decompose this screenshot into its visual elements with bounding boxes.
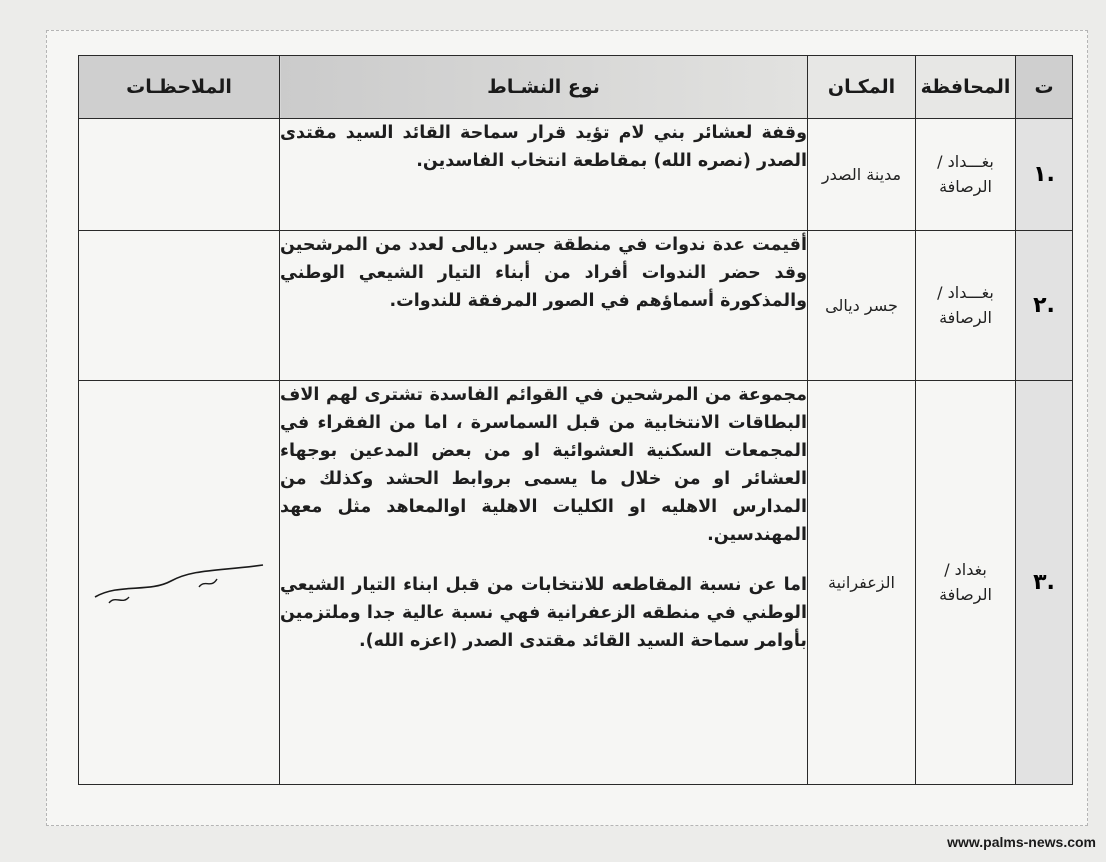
row-number: .٣	[1016, 381, 1073, 785]
activity-paragraph: اما عن نسبة المقاطعه للانتخابات من قبل ابناء التيار الشيعي الوطني في منطقه الزعفرانية فهي نسبة عالية جدا وملتزمين بأوامر سماحة السيد القائد مقتدى الصدر (اعزه الله).	[280, 575, 807, 651]
table-row	[79, 381, 1073, 785]
activity-paragraph: وقفة لعشائر بني لام تؤيد قرار سماحة القائد السيد مقتدى الصدر (نصره الله) بمقاطعة انتخاب الفاسدين.	[280, 123, 807, 171]
row-activity	[280, 119, 808, 231]
header-notes: الملاحظـات	[79, 56, 280, 119]
activity-paragraph: أقيمت عدة ندوات في منطقة جسر ديالى لعدد من المرشحين وقد حضر الندوات أفراد من أبناء التيار الشيعي الوطني والمذكورة أسماؤهم في الصور المرفقة للندوات.	[280, 235, 807, 311]
row-activity	[280, 231, 808, 381]
header-activity: نوع النشـاط	[280, 56, 808, 119]
table-row	[79, 119, 1073, 231]
row-place: مدينة الصدر	[808, 119, 916, 231]
row-number: .١	[1016, 119, 1073, 231]
header-number: ت	[1016, 56, 1073, 119]
row-province: بغداد / الرصافة	[916, 381, 1016, 785]
row-province: بغـــداد / الرصافة	[916, 231, 1016, 381]
watermark: www.palms-news.com	[947, 834, 1096, 850]
table-header-row	[79, 56, 1073, 119]
row-notes	[79, 381, 280, 785]
header-place: المكـان	[808, 56, 916, 119]
row-notes	[79, 119, 280, 231]
activity-paragraph: مجموعة من المرشحين في القوائم الفاسدة تشترى لهم الاف البطاقات الانتخابية من قبل السماسرة ، اما من الفقراء في المجمعات السكنية العشوائية او من بعض المدعين بوجهاء العشائر او من خلال ما يسمى بروابط الحشد وكذلك من المدارس الاهليه او الكليات الاهلية اوالمعاهد مثل معهد المهندسين.	[280, 385, 807, 545]
row-place: الزعفرانية	[808, 381, 916, 785]
header-province: المحافظة	[916, 56, 1016, 119]
row-activity	[280, 381, 808, 785]
row-notes	[79, 231, 280, 381]
row-number: .٢	[1016, 231, 1073, 381]
row-province: بغـــداد / الرصافة	[916, 119, 1016, 231]
table-row	[79, 231, 1073, 381]
handwritten-signature	[89, 553, 269, 613]
row-place: جسر ديالى	[808, 231, 916, 381]
activity-table	[78, 55, 1073, 785]
